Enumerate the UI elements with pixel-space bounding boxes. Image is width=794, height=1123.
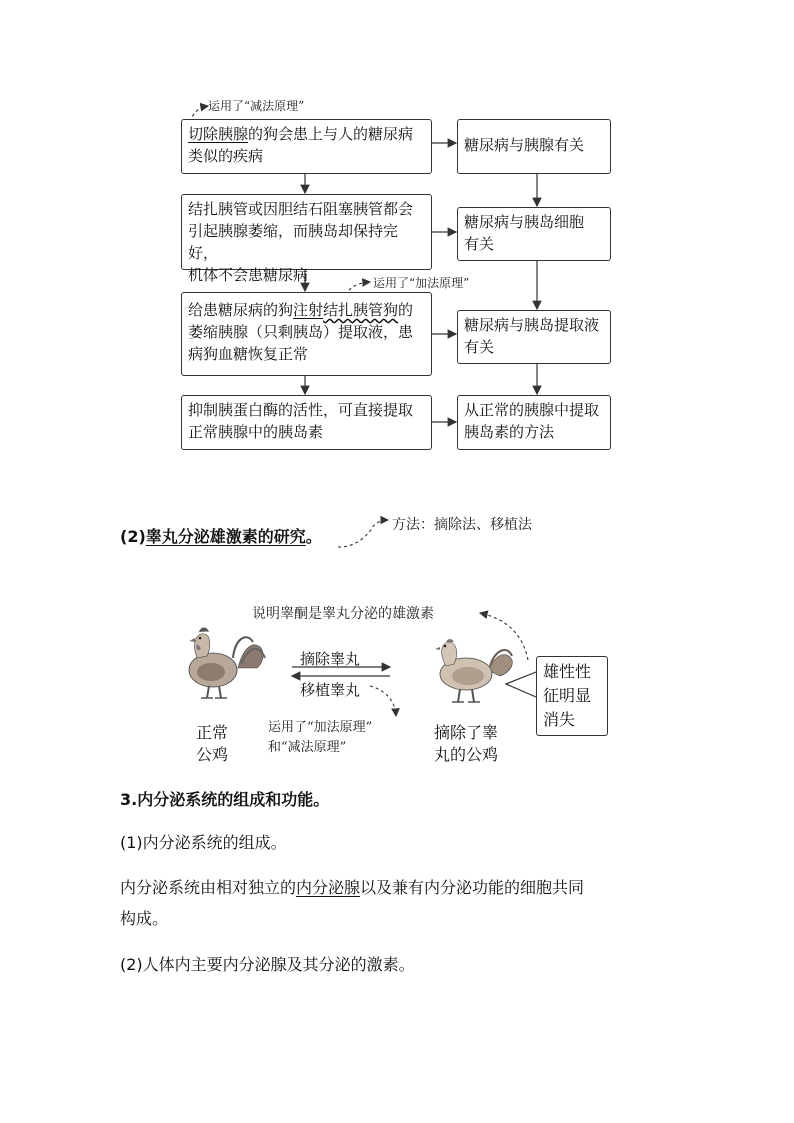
text-line: 摘除了睾 xyxy=(434,723,499,742)
callout-traits-disappear xyxy=(536,656,608,736)
text-line: 公鸡 xyxy=(196,745,229,764)
text-line: 机体不会患糖尿病 xyxy=(188,266,309,284)
section-2-heading xyxy=(120,525,322,549)
section-number: (2) xyxy=(120,527,146,546)
text-line: 病狗血糖恢复正常 xyxy=(188,345,309,363)
text-line: 雄性性 xyxy=(543,662,592,681)
text-line: 的狗会患上与人的糖尿病 xyxy=(248,125,414,143)
rooster-normal-icon xyxy=(189,628,265,699)
text-line: 糖尿病与胰岛细胞 xyxy=(464,213,585,231)
text-line: 抑制胰蛋白酶的活性，可直接提取 xyxy=(188,401,414,419)
callout-pointer xyxy=(506,672,536,697)
flow-box-left-4 xyxy=(181,395,432,450)
flow-box-right-3 xyxy=(457,310,611,364)
text-line: 和“减法原理” xyxy=(268,740,347,755)
text-line: 给患糖尿病的狗 xyxy=(188,301,294,319)
testosterone-note: 说明睾酮是睾丸分泌的雄激素 xyxy=(252,606,434,622)
text-line: 有关 xyxy=(464,338,495,356)
section-3-heading: 3.内分泌系统的组成和功能。 xyxy=(120,790,330,809)
flow-box-left-1 xyxy=(181,119,432,174)
text-line: 运用了“加法原理” xyxy=(268,720,373,735)
punctuation: 。 xyxy=(305,527,322,546)
note-addition-principle: 运用了“加法原理” xyxy=(373,276,470,290)
text-line: 有关 xyxy=(464,235,495,253)
text-line: 糖尿病与胰腺有关 xyxy=(464,136,585,154)
text-line: 丸的公鸡 xyxy=(434,745,499,764)
caption-castrated-rooster xyxy=(434,722,498,766)
text-line: 征明显 xyxy=(543,686,592,705)
text-line: 萎缩胰腺（只剩胰岛）提取液，患 xyxy=(188,323,414,341)
dashed-arrow-bottom-note xyxy=(370,686,396,716)
flow-box-right-1 xyxy=(457,119,611,174)
label-transplant-testis: 移植睾丸 xyxy=(300,681,361,699)
section-3-sub1: (1)内分泌系统的组成。 xyxy=(120,833,287,852)
method-dashed-arrow xyxy=(338,520,388,547)
rooster-castrated-icon xyxy=(435,639,512,702)
text-line: 的 xyxy=(398,301,414,319)
section-3-body-line1 xyxy=(120,876,584,900)
caption-normal-rooster xyxy=(196,722,228,766)
text-line: 以及兼有内分泌功能的细胞共同 xyxy=(360,878,585,897)
text-line: 正常 xyxy=(196,723,229,742)
flow-box-left-3 xyxy=(181,292,432,376)
text-line: 从正常的胰腺中提取 xyxy=(464,401,600,419)
text-line: 引起胰腺萎缩，而胰岛却保持完好， xyxy=(188,222,399,262)
text-line: 糖尿病与胰岛提取液 xyxy=(464,316,600,334)
flow-box-left-2 xyxy=(181,194,432,284)
method-note: 方法：摘除法、移植法 xyxy=(392,517,532,533)
text-line: 消失 xyxy=(543,710,576,729)
dashed-arrow-top-note xyxy=(480,613,528,660)
note-subtraction-principle: 运用了“减法原理” xyxy=(208,99,305,113)
text-underlined-inject: 注射 xyxy=(293,301,324,319)
text-line: 胰岛素的方法 xyxy=(464,423,555,441)
text-line: 正常胰腺中的胰岛素 xyxy=(188,423,324,441)
section-2-title: 睾丸分泌雄激素的研究 xyxy=(145,527,306,546)
principle-note xyxy=(268,718,372,758)
text-wavy-ligated-dog: 结扎胰管狗 xyxy=(323,301,399,319)
text-underlined-pancreas-removal: 切除胰腺 xyxy=(188,125,249,143)
text-line: 内分泌系统由相对独立的 xyxy=(120,878,297,897)
flow-box-right-2 xyxy=(457,207,611,261)
label-remove-testis: 摘除睾丸 xyxy=(300,650,361,668)
text-line: 结扎胰管或因胆结石阻塞胰管都会 xyxy=(188,200,414,218)
flow-box-right-4 xyxy=(457,395,611,450)
section-3-sub2: (2)人体内主要内分泌腺及其分泌的激素。 xyxy=(120,955,415,974)
section-3-body-line2: 构成。 xyxy=(120,909,169,928)
text-underlined-endocrine-gland: 内分泌腺 xyxy=(296,878,361,897)
text-line: 类似的疾病 xyxy=(188,147,264,165)
